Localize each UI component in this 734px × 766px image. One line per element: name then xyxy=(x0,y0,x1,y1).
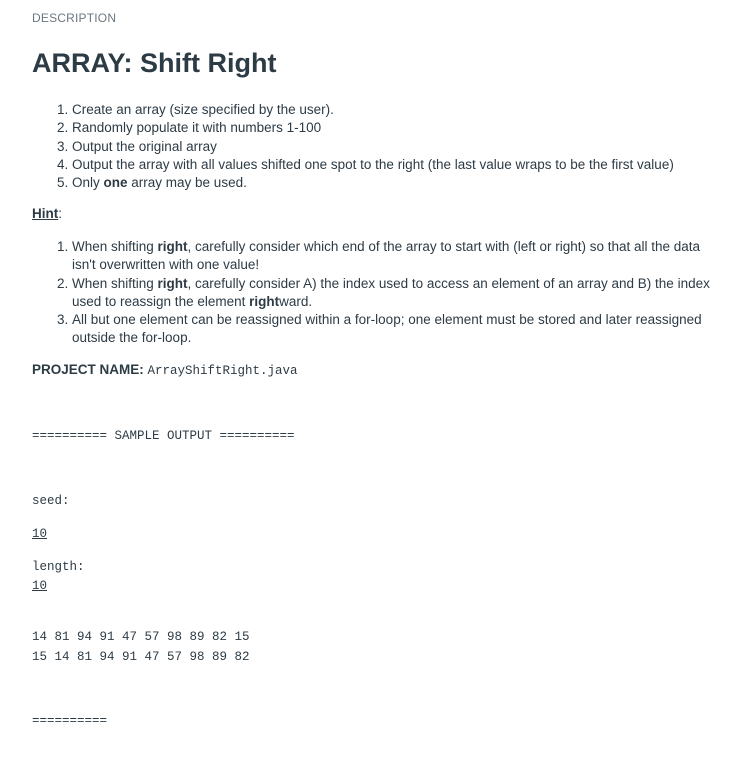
sample-output-header: ========== SAMPLE OUTPUT ========== xyxy=(32,429,295,443)
list-item xyxy=(72,174,722,192)
original-array-row: 14 81 94 91 47 57 98 89 82 15 xyxy=(32,630,250,644)
hint-text-c: , carefully consider which end of the array to start with (left or right) so that all the data isn't overwritten with one value! xyxy=(72,239,701,273)
sample-output-footer: ========== xyxy=(32,714,108,728)
hint-text-a: When shifting xyxy=(72,239,158,254)
list-item xyxy=(72,101,722,119)
length-label: length: xyxy=(32,560,85,574)
step-text: Output the original array xyxy=(72,138,217,154)
hint-heading xyxy=(32,206,62,221)
list-item xyxy=(72,311,722,348)
list-item xyxy=(72,238,722,275)
step-text: Randomly populate it with numbers 1-100 xyxy=(72,120,322,136)
list-item xyxy=(72,138,722,156)
hint-colon: : xyxy=(58,206,63,221)
hint-text-bold: right xyxy=(157,275,188,291)
hint-text-bold: right xyxy=(249,293,280,309)
hint-text-c: , carefully consider A) the index used to access an element of an array and B) the index used to reassign the element xyxy=(72,275,710,309)
step-text-bold: one xyxy=(103,175,128,191)
step-text-post: array may be used. xyxy=(127,175,247,191)
length-value: 10 xyxy=(32,579,48,593)
page-title: ARRAY: Shift Right xyxy=(32,48,277,78)
step-text: Output the array with all values shifted one spot to the right (the last value wraps to be the first value) xyxy=(72,156,674,172)
list-item xyxy=(72,156,722,174)
hint-text-bold: right xyxy=(157,239,188,254)
step-text: Create an array (size specified by the user). xyxy=(72,102,334,117)
step-text-pre: Only xyxy=(72,175,104,191)
hint-text-e: ward. xyxy=(279,293,313,309)
project-file: ArrayShiftRight.java xyxy=(147,364,298,378)
shifted-array-row: 15 14 81 94 91 47 57 98 89 82 xyxy=(32,650,250,664)
hints-list-container xyxy=(32,238,722,348)
list-item xyxy=(72,119,722,137)
steps-list-container xyxy=(32,101,722,192)
hints-list xyxy=(32,238,722,348)
hint-label: Hint xyxy=(32,206,59,221)
list-item xyxy=(72,275,722,312)
project-name xyxy=(32,362,298,378)
seed-value: 10 xyxy=(32,527,48,541)
hint-text-a: All but one element can be reassigned within a for-loop; one element must be stored and later reassigned outside the for-loop. xyxy=(72,312,702,346)
steps-list xyxy=(32,101,722,192)
hint-text-a: When shifting xyxy=(72,275,158,291)
project-label: PROJECT NAME: xyxy=(32,362,144,377)
section-label: DESCRIPTION xyxy=(32,11,117,25)
seed-label: seed: xyxy=(32,494,70,508)
